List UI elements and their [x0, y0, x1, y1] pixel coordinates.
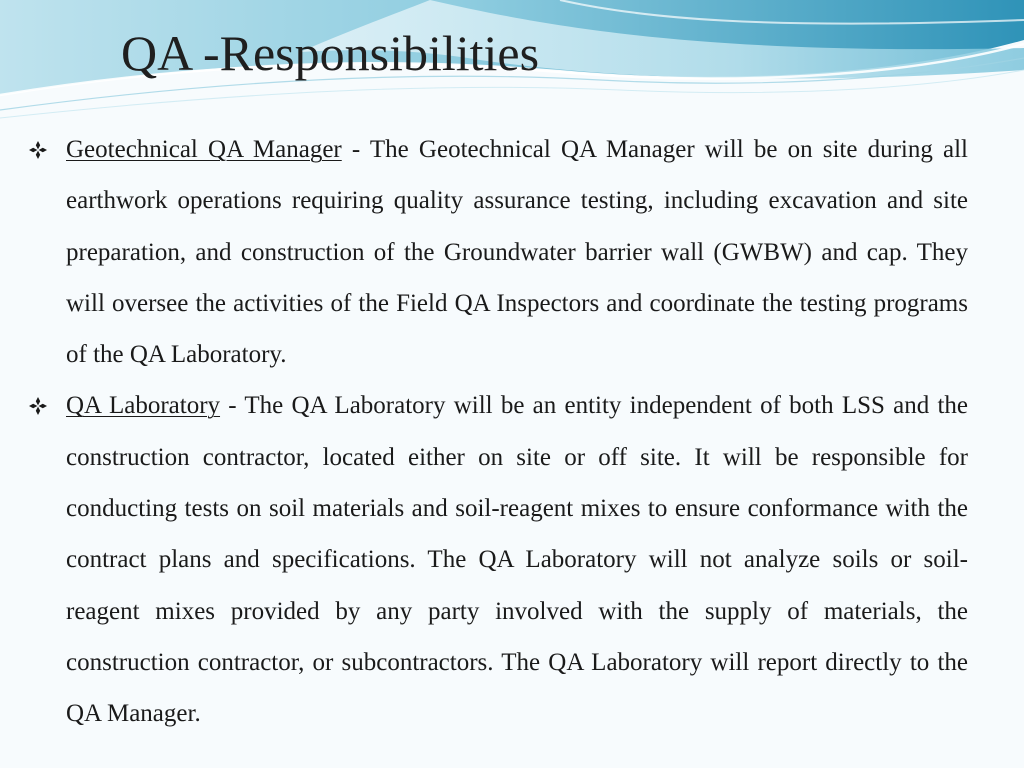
bullet-text: - The QA Laboratory will be an entity independent of both LSS and the construction contractor, located either on site or off site. It will be responsible for conducting tests on soil materials and soil-reagent mixes to ensure conformance with the contract plans and specifications. The QA Laboratory will not analyze soils or soil-reagent mixes provided by any party involved with the supply of materials, the construction contractor, or subcontractors. The QA Laboratory will report directly to the QA Manager.	[66, 392, 968, 728]
bullet-term: Geotechnical QA Manager	[66, 136, 342, 163]
slide-content	[26, 124, 968, 740]
bullet-item	[26, 380, 968, 739]
bullet-text: - The Geotechnical QA Manager will be on site during all earthwork operations requiring quality assurance testing, including excavation and site preparation, and construction of the Groundwater barrier wall (GWBW) and cap. They will oversee the activities of the Field QA Inspectors and coordinate the testing programs of the QA Laboratory.	[66, 136, 968, 369]
diamond-bullet-icon	[28, 380, 50, 431]
slide-title: QA -Responsibilities	[121, 25, 540, 81]
bullet-item	[26, 124, 968, 380]
diamond-bullet-icon	[28, 124, 50, 175]
bullet-term: QA Laboratory	[66, 392, 221, 420]
